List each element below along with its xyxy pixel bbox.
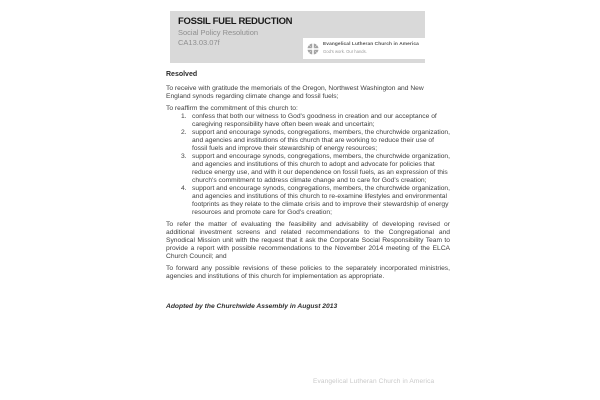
paragraph-forward: To forward any possible revisions of these policies to the separately incorporated ministries, agencies and institutions of this church for implementation as appropriate. <box>166 265 450 280</box>
adopted-line: Adopted by the Churchwide Assembly in August 2013 <box>166 303 338 310</box>
elca-logo-text <box>323 43 419 54</box>
list-item <box>166 113 450 129</box>
list-item-text: support and encourage synods, congregations, members, the churchwide organization, and agencies and institutions of this church to re-examine lifestyles and environmental footprints as they relate to the climate crisis and to improve their stewardship of energy resources and promote care for God's creation; <box>192 185 450 216</box>
paragraph-reaffirm-intro: To reaffirm the commitment of this church to: <box>166 105 298 112</box>
elca-cross-emblem-icon <box>307 43 319 55</box>
list-item-number: 1. <box>181 113 187 120</box>
elca-logo-box <box>303 38 425 59</box>
resolution-body <box>166 71 450 315</box>
list-item-text: confess that both our witness to God's goodness in creation and our acceptance of caregiving responsibility have often been weak and uncertain; <box>192 113 437 128</box>
list-item-number: 4. <box>181 185 187 192</box>
list-item-text: support and encourage synods, congregations, members, the churchwide organization, and agencies and institutions of this church that are working to reduce their use of fossil fuels and improve their stewardship of energy resources; <box>192 129 450 152</box>
elca-tagline: God's work. Our hands. <box>323 48 367 54</box>
list-item <box>166 153 450 185</box>
list-item-number: 2. <box>181 129 187 136</box>
list-item-text: support and encourage synods, congregations, members, the churchwide organization, and agencies and institutions of this church to adopt and advocate for policies that reduce energy use, and with it our dependence on fossil fuels, as an expression of this church's commitment to address climate change and to care for God's creation; <box>192 153 450 184</box>
paragraph-refer: To refer the matter of evaluating the feasibility and advisability of developing revised or additional investment screens and related recommendations to the Congregational and Synodical Mission unit with the request that it ask the Corporate Social Responsibility Team to provide a report with possible recommendations to the November 2014 meeting of the ELCA Church Council; and <box>166 221 450 260</box>
list-item <box>166 185 450 217</box>
resolved-heading: Resolved <box>166 71 198 78</box>
resolution-list <box>166 113 450 217</box>
document-title: FOSSIL FUEL REDUCTION <box>178 16 293 27</box>
document-subtitle: Social Policy Resolution <box>178 28 259 37</box>
header-box <box>170 11 425 63</box>
list-item <box>166 129 450 153</box>
list-item-number: 3. <box>181 153 187 160</box>
document-code: CA13.03.07f <box>178 38 220 47</box>
paragraph-receive: To receive with gratitude the memorials of the Oregon, Northwest Washington and New England synods regarding climate change and fossil fuels; <box>166 85 424 100</box>
footer-text: Evangelical Lutheran Church in America <box>313 378 435 385</box>
elca-org-name: Evangelical Lutheran Church in America <box>323 42 419 47</box>
